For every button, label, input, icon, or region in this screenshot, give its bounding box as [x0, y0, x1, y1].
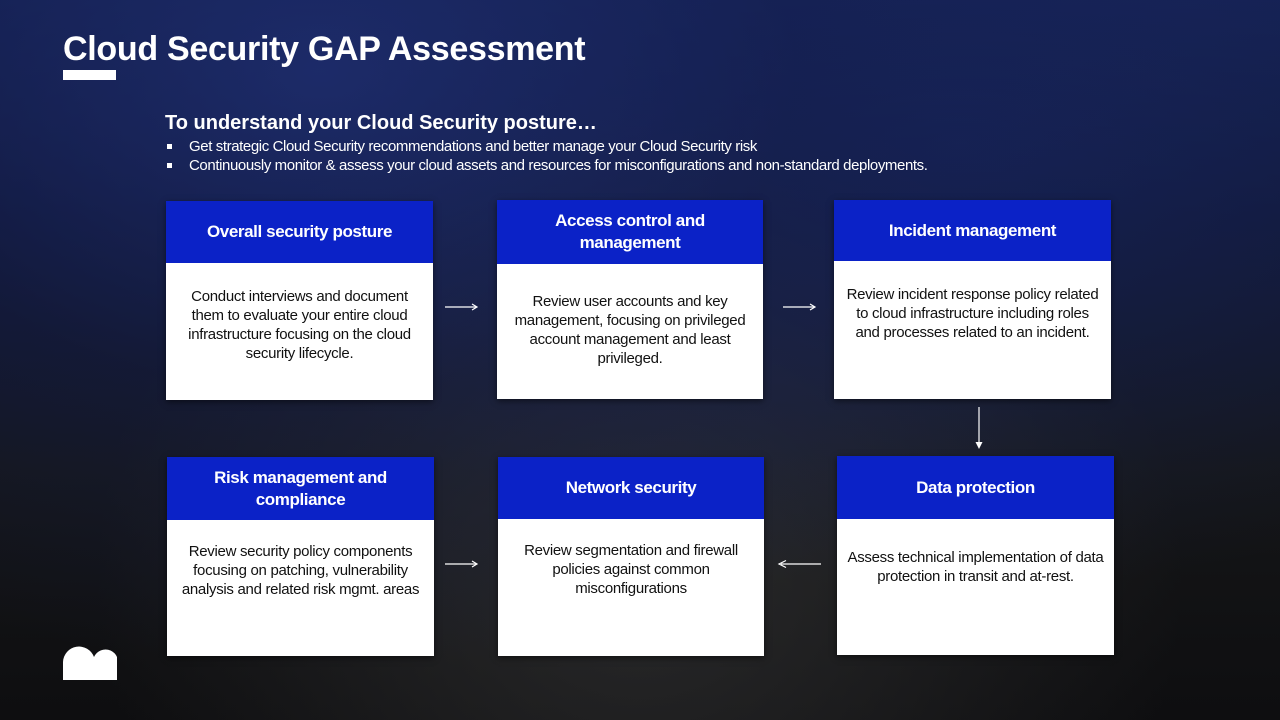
intro-bullet: Get strategic Cloud Security recommendations and better manage your Cloud Security risk: [165, 137, 1165, 156]
arrow-left-icon: [777, 558, 823, 570]
card-overall-security-posture: [166, 201, 433, 400]
card-risk-management: [167, 457, 434, 656]
page-title: Cloud Security GAP Assessment: [63, 30, 586, 68]
intro-bullet-list: [165, 137, 1165, 175]
card-access-control: [497, 200, 763, 399]
card-description: Review security policy components focusing on patching, vulnerability analysis and related risk mgmt. areas: [181, 543, 420, 598]
arrow-right-icon: [444, 558, 480, 570]
card-description: Conduct interviews and document them to evaluate your entire cloud infrastructure focusing on the cloud security lifecycle.: [188, 288, 411, 362]
intro-heading: To understand your Cloud Security posture…: [165, 112, 597, 134]
title-underline: [63, 70, 116, 80]
arrow-down-icon: [973, 406, 985, 450]
card-title: Risk management and compliance: [167, 457, 434, 520]
card-title: Network security: [498, 457, 764, 519]
intro-section: [165, 112, 1165, 175]
intro-bullet: Continuously monitor & assess your cloud assets and resources for misconfigurations and non-standard deployments.: [165, 156, 1165, 175]
cloud-logo-icon: [63, 645, 117, 680]
arrow-right-icon: [444, 301, 480, 313]
card-network-security: [498, 457, 764, 656]
card-data-protection: [837, 456, 1114, 655]
card-incident-management: [834, 200, 1111, 399]
card-description: Review user accounts and key management, focusing on privileged account management and least privileged.: [514, 293, 746, 367]
card-title: Overall security posture: [166, 201, 433, 263]
card-title: Data protection: [837, 456, 1114, 519]
card-description: Assess technical implementation of data protection in transit and at-rest.: [847, 549, 1104, 585]
card-title: Incident management: [834, 200, 1111, 261]
card-title: Access control and management: [497, 200, 763, 264]
card-description: Review incident response policy related to cloud infrastructure including roles and processes related to an incident.: [846, 286, 1099, 341]
arrow-right-icon: [782, 301, 818, 313]
card-description: Review segmentation and firewall policies against common misconfigurations: [524, 542, 738, 597]
